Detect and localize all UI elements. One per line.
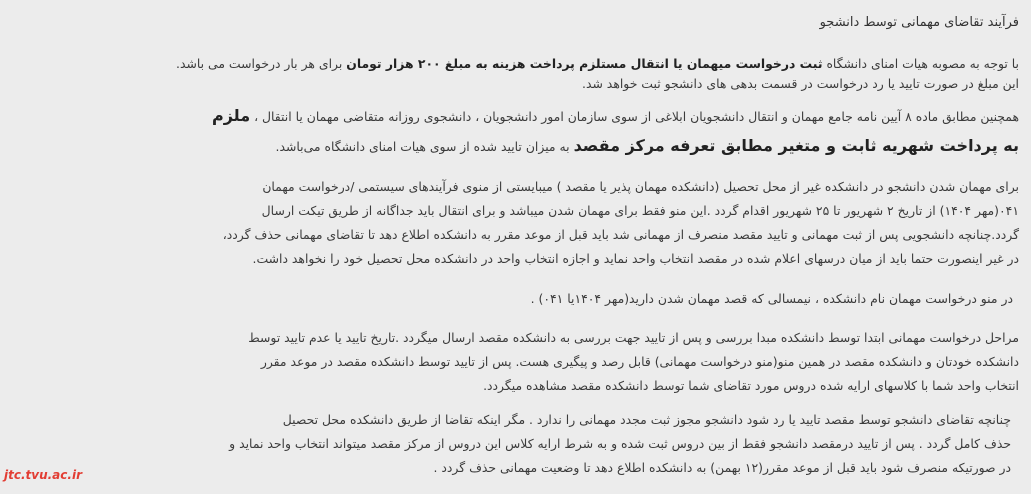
tuition-paragraph-line-2 (276, 138, 1019, 154)
tuition-bold-phrase: به پرداخت شهریه ثابت و متغیر مطابق تعرفه مرکز مقصد (573, 136, 1019, 155)
cancel-paragraph-line-3: در صورتیکه منصرف شود باید قبل از موعد مقرر(۱۲ بهمن) به دانشکده اطلاع دهد تا وضعیت مهمانی حذف گردد . (433, 460, 1011, 475)
page-title: فرآیند تقاضای مهمانی توسط دانشجو (819, 15, 1019, 30)
fee-paragraph-line-1 (176, 58, 1019, 70)
tuition-paragraph-line-1 (212, 108, 1019, 124)
cancel-paragraph-line-2: حذف کامل گردد . پس از تایید درمقصد دانشجو فقط از بین دروس ثبت شده و به شرط ارایه کلاس این دروس از مرکز مقصد میتواند انتخاب واحد نماید و (229, 436, 1011, 451)
guest-paragraph-line-4: در غیر اینصورت حتما باید از میان درسهای اعلام شده در مقصد انتخاب واحد نماید و اجازه انتخاب واحد در دانشکده محل تحصیل خود را نخواهد داشت. (252, 251, 1019, 266)
cancel-paragraph-line-1: چنانچه تقاضای دانشجو توسط مقصد تایید یا رد شود دانشجو مجوز ثبت مجدد مهمانی را ندارد . مگر اینکه تقاضا از طریق دانشکده محل تحصیل (282, 412, 1011, 427)
guest-paragraph-line-1: برای مهمان شدن دانشجو در دانشکده غیر از محل تحصیل (دانشکده مهمان پذیر یا مقصد ) میبایستی از منوی فرآیندهای سیستمی /درخواست مهمان (262, 179, 1019, 194)
steps-paragraph-line-2: دانشکده خودتان و دانشکده مقصد در همین منو(منو درخواست مهمانی) قابل رصد و پیگیری هست. پس از تایید توسط دانشکده مقصد در موعد مقرر (260, 354, 1019, 369)
tuition-text-bold: ملزم (211, 106, 251, 125)
fee-text-a: با توجه به مصوبه هیات امنای دانشگاه (826, 56, 1019, 71)
guest-paragraph-line-3: گردد.چنانچه دانشجویی پس از ثبت مهمانی و تایید مقصد منصرف از مهمانی شد باید قبل از موعد مقرر به دانشکده اطلاع دهد تا تقاضای مهمانی حذف گردد، (222, 227, 1019, 242)
steps-paragraph-line-1: مراحل درخواست مهمانی ابتدا توسط دانشکده مبدا بررسی و پس از تایید جهت بررسی به دانشکده مقصد ارسال میگردد .تاریخ تایید یا عدم تایید توسط (248, 330, 1019, 345)
fee-text-c: برای هر بار درخواست می باشد. (176, 56, 343, 71)
steps-paragraph-line-3: انتخاب واحد شما با کلاسهای ارایه شده دروس مورد تقاضای شما توسط دانشکده مقصد مشاهده میگردد. (483, 378, 1019, 393)
tuition-text-a: همچنین مطابق ماده ۸ آیین نامه جامع مهمان و انتقال دانشجویان ابلاغی از سوی سازمان امور دانشجویان ، دانشجوی روزانه متقاضی مهمان یا انتقال ، (254, 109, 1019, 124)
fee-paragraph-line-2: این مبلغ در صورت تایید یا رد درخواست در قسمت بدهی های دانشجو ثبت خواهد شد. (582, 76, 1019, 91)
menu-paragraph: در منو درخواست مهمان نام دانشکده ، نیمسالی که قصد مهمان شدن دارید(مهر ۱۴۰۴یا ۰۴۱) . (530, 291, 1013, 306)
fee-text-bold: ثبت درخواست میهمان یا انتقال مستلزم پرداخت هزینه به مبلغ ۲۰۰ هزار تومان (346, 56, 823, 71)
site-watermark: jtc.tvu.ac.ir (4, 468, 82, 482)
guest-paragraph-line-2: ۰۴۱(مهر ۱۴۰۴) از تاریخ ۲ شهریور تا ۲۵ شهریور اقدام گردد .این منو فقط برای مهمان شدن میباشد و برای انتقال باید جداگانه از طریق تیکت ارسال (261, 203, 1019, 218)
tuition-text-b: به میزان تایید شده از سوی هیات امنای دانشگاه می‌باشد. (275, 139, 570, 154)
